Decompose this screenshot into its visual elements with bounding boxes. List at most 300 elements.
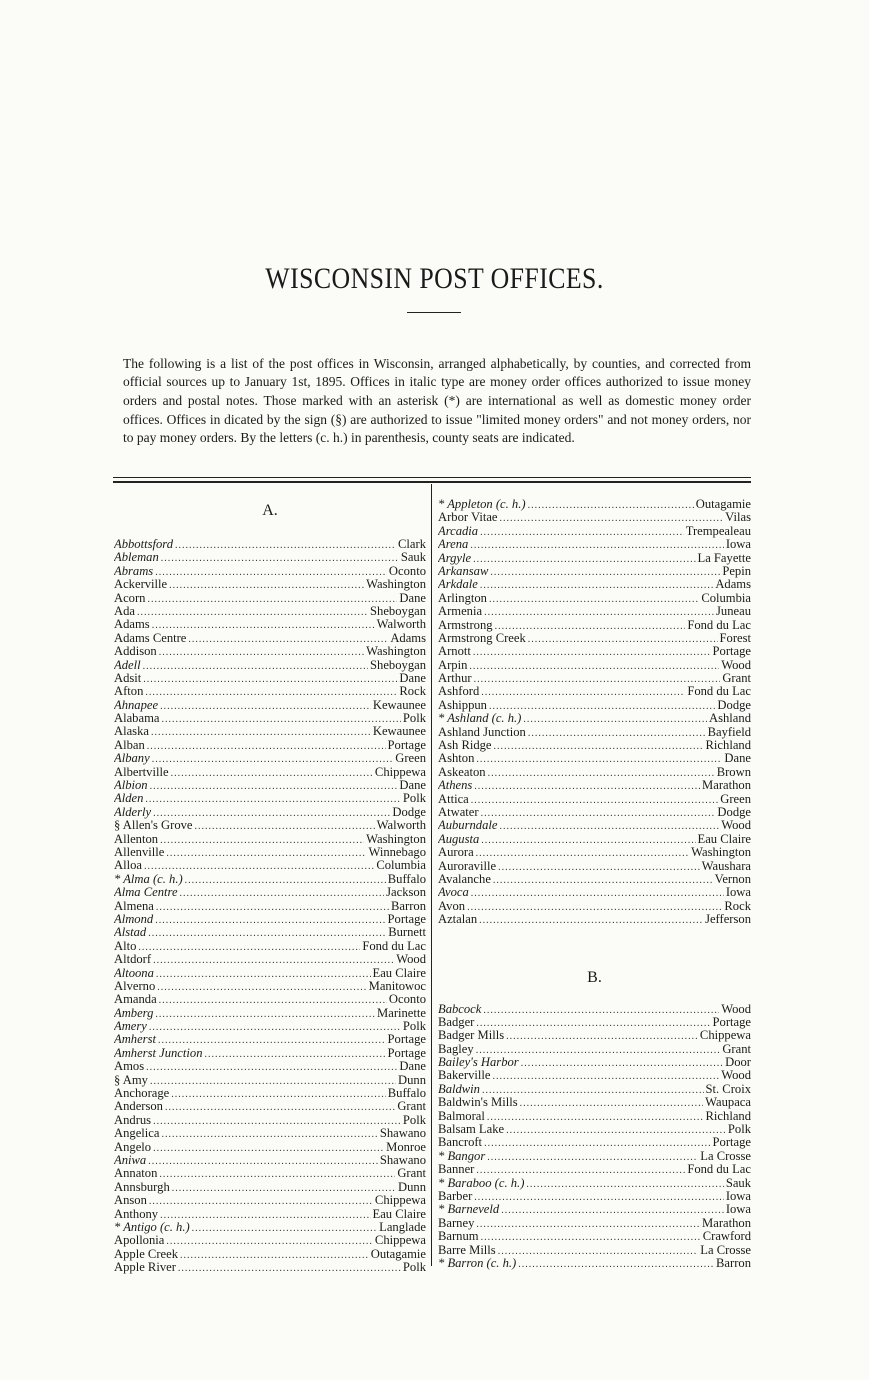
leader-dots xyxy=(481,1231,701,1243)
post-office-entry xyxy=(438,619,751,632)
post-office-name: * Appleton (c. h.) xyxy=(438,498,526,511)
county-name: Fond du Lac xyxy=(687,1163,751,1177)
post-office-name: Arcadia xyxy=(438,524,479,538)
post-office-entry xyxy=(114,1234,426,1247)
county-name: La Crosse xyxy=(700,1149,751,1163)
post-office-entry xyxy=(114,926,426,939)
post-office-name: Adsit xyxy=(114,671,142,685)
post-office-name: Badger Mills xyxy=(438,1029,505,1043)
post-office-entry xyxy=(438,1096,751,1109)
leader-dots xyxy=(476,1164,685,1176)
post-office-name: Barnum xyxy=(438,1230,479,1244)
post-office-name: Adams Centre xyxy=(114,631,187,645)
leader-dots xyxy=(481,686,685,698)
post-office-entry xyxy=(114,1033,426,1046)
leader-dots xyxy=(495,620,686,632)
leader-dots xyxy=(470,539,724,551)
leader-dots xyxy=(483,1004,719,1016)
post-office-entry xyxy=(114,993,426,1006)
post-office-name: Ada xyxy=(114,604,135,618)
post-office-name: Arlington xyxy=(438,591,487,605)
post-office-name: Alderly xyxy=(114,805,152,819)
county-name: Iowa xyxy=(725,538,751,552)
leader-dots xyxy=(489,700,715,712)
leader-dots xyxy=(160,700,371,712)
county-name: Dodge xyxy=(717,698,751,712)
county-name: Columbia xyxy=(701,591,751,605)
leader-dots xyxy=(480,526,684,538)
county-name: Door xyxy=(725,1056,751,1070)
section-letter-b: B. xyxy=(587,968,602,986)
post-office-entry xyxy=(438,1150,751,1163)
post-office-entry xyxy=(438,860,751,873)
post-office-entry xyxy=(438,1056,751,1069)
post-office-entry xyxy=(438,739,751,752)
post-office-name: Alstad xyxy=(114,926,147,940)
county-name: Kewaunee xyxy=(372,725,426,739)
leader-dots xyxy=(161,1128,377,1140)
post-office-name: Atwater xyxy=(438,805,479,819)
leader-dots xyxy=(166,847,366,859)
post-office-name: Aurora xyxy=(438,846,474,860)
county-name: Green xyxy=(395,752,426,766)
post-office-name: Amanda xyxy=(114,993,157,1007)
post-office-name: Aniwa xyxy=(114,1153,147,1167)
leader-dots xyxy=(153,807,390,819)
post-office-name: § Allen's Grove xyxy=(114,819,193,833)
post-office-name: Aztalan xyxy=(438,913,478,927)
county-name: Polk xyxy=(402,1261,426,1275)
post-office-entry xyxy=(114,565,426,578)
county-name: Sauk xyxy=(400,551,426,565)
post-office-name: Babcock xyxy=(438,1002,482,1016)
leader-dots xyxy=(474,1191,724,1203)
leader-dots xyxy=(494,740,704,752)
county-name: Sheboygan xyxy=(370,604,426,618)
post-office-name: Bagley xyxy=(438,1042,474,1056)
post-office-entry xyxy=(114,779,426,792)
leader-dots xyxy=(159,646,364,658)
post-office-entry xyxy=(114,859,426,872)
county-name: Shawano xyxy=(379,1127,426,1141)
county-name: Oconto xyxy=(388,564,426,578)
post-office-name: Ackerville xyxy=(114,578,168,592)
post-office-name: Altdorf xyxy=(114,953,152,967)
leader-dots xyxy=(138,941,360,953)
title-divider xyxy=(407,312,461,313)
leader-dots xyxy=(498,1245,699,1257)
leader-dots xyxy=(499,820,719,832)
leader-dots xyxy=(148,927,386,939)
post-office-name: Albion xyxy=(114,779,148,793)
county-name: Rock xyxy=(724,899,751,913)
post-office-name: Alma Centre xyxy=(114,886,178,900)
post-office-entry xyxy=(114,1154,426,1167)
county-name: Burnett xyxy=(388,926,426,940)
post-office-entry xyxy=(114,1007,426,1020)
post-office-name: Alabama xyxy=(114,712,160,726)
leader-dots xyxy=(473,646,711,658)
leader-dots xyxy=(156,968,371,980)
county-name: Marinette xyxy=(377,1006,426,1020)
leader-dots xyxy=(180,887,385,899)
post-office-entry xyxy=(438,726,751,739)
post-office-entry xyxy=(114,1221,426,1234)
county-name: Forest xyxy=(719,631,751,645)
county-name: Chippewa xyxy=(374,1234,426,1248)
leader-dots xyxy=(153,1115,401,1127)
leader-dots xyxy=(155,1008,375,1020)
post-office-name: Armenia xyxy=(438,605,483,619)
post-office-name: Alto xyxy=(114,939,137,953)
post-office-entry xyxy=(114,1248,426,1261)
county-name: Richland xyxy=(705,1109,751,1123)
county-name: Juneau xyxy=(716,605,751,619)
county-name: Fond du Lac xyxy=(687,618,751,632)
right-column xyxy=(438,498,751,1270)
post-office-name: Adams xyxy=(114,618,150,632)
post-office-entry xyxy=(438,578,751,591)
leader-dots xyxy=(474,673,721,685)
post-office-name: Anson xyxy=(114,1194,147,1208)
post-office-name: Arkansaw xyxy=(438,564,489,578)
post-office-entry xyxy=(438,1136,751,1149)
post-office-entry xyxy=(438,632,751,645)
post-office-name: Amherst Junction xyxy=(114,1046,203,1060)
post-office-entry xyxy=(438,511,751,524)
post-office-name: * Antigo (c. h.) xyxy=(114,1220,190,1234)
post-office-name: Avalanche xyxy=(438,872,491,886)
post-office-entry xyxy=(438,1083,751,1096)
post-office-entry xyxy=(114,846,426,859)
post-office-entry xyxy=(114,1141,426,1154)
post-office-entry xyxy=(114,792,426,805)
leader-dots xyxy=(152,619,375,631)
county-name: Buffalo xyxy=(387,1087,426,1101)
leader-dots xyxy=(159,1168,395,1180)
post-office-entry xyxy=(114,1181,426,1194)
county-name: Ashland xyxy=(709,712,751,726)
county-name: Outagamie xyxy=(370,1247,426,1261)
post-office-entry xyxy=(438,1203,751,1216)
county-name: Rock xyxy=(399,685,426,699)
county-name: Brown xyxy=(716,765,751,779)
county-name: Fond du Lac xyxy=(687,685,751,699)
post-office-entry xyxy=(438,685,751,698)
leader-dots xyxy=(471,794,718,806)
post-office-entry xyxy=(114,1261,426,1274)
post-office-name: Arbor Vitae xyxy=(438,511,498,525)
post-office-entry xyxy=(438,913,751,926)
post-office-name: Armstrong xyxy=(438,618,493,632)
county-name: Walworth xyxy=(376,618,426,632)
post-office-entry xyxy=(438,645,751,658)
post-office-name: Bakerville xyxy=(438,1069,491,1083)
county-name: Chippewa xyxy=(374,765,426,779)
post-office-name: Barre Mills xyxy=(438,1243,496,1257)
leader-dots xyxy=(469,660,719,672)
county-name: Waupaca xyxy=(705,1096,751,1110)
county-name: Marathon xyxy=(702,779,751,793)
leader-dots xyxy=(145,686,397,698)
county-name: Dodge xyxy=(392,805,426,819)
county-name: Portage xyxy=(387,738,426,752)
post-office-name: Banner xyxy=(438,1163,475,1177)
post-office-name: Ash Ridge xyxy=(438,739,492,753)
post-office-entry xyxy=(438,1177,751,1190)
post-office-entry xyxy=(114,605,426,618)
leader-dots xyxy=(153,1142,384,1154)
post-office-name: Annsburgh xyxy=(114,1180,170,1194)
section-letter-a: A. xyxy=(262,502,278,519)
post-office-entry xyxy=(438,846,751,859)
leader-dots xyxy=(146,1061,397,1073)
post-office-name: Amberg xyxy=(114,1006,154,1020)
leader-dots xyxy=(487,1151,698,1163)
post-office-name: Avon xyxy=(438,899,466,913)
post-office-entry xyxy=(438,538,751,551)
leader-dots xyxy=(155,914,385,926)
post-office-entry xyxy=(438,819,751,832)
county-name: Winnebago xyxy=(368,845,426,859)
post-office-name: Alban xyxy=(114,738,145,752)
post-office-name: Baldwin's Mills xyxy=(438,1096,518,1110)
post-office-entry xyxy=(438,1217,751,1230)
post-office-name: Ableman xyxy=(114,551,159,565)
county-name: Outagamie xyxy=(695,498,751,511)
post-office-entry xyxy=(438,766,751,779)
post-office-entry xyxy=(114,739,426,752)
county-name: Eau Claire xyxy=(697,832,751,846)
post-office-name: Anchorage xyxy=(114,1087,170,1101)
post-office-name: * Baraboo (c. h.) xyxy=(438,1176,525,1190)
county-name: Jackson xyxy=(386,886,426,900)
county-name: Wood xyxy=(396,953,426,967)
post-office-entry xyxy=(438,886,751,899)
post-office-name: § Amy xyxy=(114,1073,148,1087)
leader-dots xyxy=(165,1101,395,1113)
leader-dots xyxy=(151,726,371,738)
post-office-entry xyxy=(114,1060,426,1073)
leader-dots xyxy=(484,1137,710,1149)
county-name: Bayfield xyxy=(707,725,751,739)
leader-dots xyxy=(481,807,716,819)
leader-dots xyxy=(157,981,366,993)
leader-dots xyxy=(487,1111,704,1123)
post-office-name: Auburndale xyxy=(438,819,498,833)
county-name: St. Croix xyxy=(705,1082,751,1096)
county-name: Dane xyxy=(399,1060,426,1074)
leader-dots xyxy=(144,860,374,872)
leader-dots xyxy=(161,713,400,725)
post-office-name: Arthur xyxy=(438,672,472,686)
post-office-name: Avoca xyxy=(438,886,469,900)
post-office-entry xyxy=(438,1230,751,1243)
post-office-entry xyxy=(114,712,426,725)
county-name: Monroe xyxy=(386,1140,426,1154)
post-office-entry xyxy=(114,1114,426,1127)
county-name: Chippewa xyxy=(699,1029,751,1043)
county-name: Vilas xyxy=(725,511,751,525)
post-office-entry xyxy=(438,1110,751,1123)
post-office-entry xyxy=(438,833,751,846)
leader-dots xyxy=(476,1218,700,1230)
county-name: Polk xyxy=(402,792,426,806)
post-office-name: Ashland Junction xyxy=(438,725,526,739)
leader-dots xyxy=(518,1258,714,1270)
post-office-name: Barney xyxy=(438,1216,475,1230)
post-office-entry xyxy=(114,1167,426,1180)
post-office-entry xyxy=(114,766,426,779)
post-office-name: Almond xyxy=(114,912,154,926)
leader-dots xyxy=(166,1235,373,1247)
post-office-name: Amos xyxy=(114,1060,145,1074)
leader-dots xyxy=(500,512,724,524)
leader-dots xyxy=(188,633,388,645)
post-office-entry xyxy=(114,645,426,658)
post-office-name: Abbottsford xyxy=(114,538,174,551)
leader-dots xyxy=(180,1249,369,1261)
left-entry-list xyxy=(114,538,426,1274)
post-office-name: Addison xyxy=(114,645,157,659)
post-office-entry xyxy=(114,913,426,926)
post-office-name: Albertville xyxy=(114,765,169,779)
post-office-entry xyxy=(114,672,426,685)
post-office-name: Balmoral xyxy=(438,1109,485,1123)
county-name: Polk xyxy=(727,1123,751,1137)
county-name: Sheboygan xyxy=(370,658,426,672)
county-name: Eau Claire xyxy=(372,1207,426,1221)
post-office-name: Apple River xyxy=(114,1261,176,1275)
county-name: Adams xyxy=(390,631,426,645)
section-rule-thick xyxy=(113,481,751,483)
post-office-name: Amherst xyxy=(114,1033,156,1047)
post-office-entry xyxy=(114,1087,426,1100)
county-name: Grant xyxy=(722,672,751,686)
post-office-name: Angelo xyxy=(114,1140,152,1154)
post-office-entry xyxy=(438,592,751,605)
leader-dots xyxy=(490,566,720,578)
post-office-name: Barber xyxy=(438,1189,473,1203)
post-office-name: Alverno xyxy=(114,979,156,993)
county-name: Washington xyxy=(366,578,426,592)
post-office-entry xyxy=(438,1163,751,1176)
post-office-name: Auroraville xyxy=(438,859,497,873)
county-name: Fond du Lac xyxy=(362,939,426,953)
post-office-name: Armstrong Creek xyxy=(438,631,526,645)
leader-dots xyxy=(479,914,703,926)
county-name: Washington xyxy=(691,846,751,860)
post-office-entry xyxy=(114,632,426,645)
leader-dots xyxy=(480,579,713,591)
column-divider xyxy=(431,484,432,1266)
post-office-entry xyxy=(438,672,751,685)
post-office-entry xyxy=(114,1047,426,1060)
post-office-entry xyxy=(438,1190,751,1203)
county-name: Dodge xyxy=(717,805,751,819)
post-office-entry xyxy=(438,806,751,819)
county-name: Oconto xyxy=(388,993,426,1007)
post-office-name: Ashippun xyxy=(438,698,487,712)
leader-dots xyxy=(149,1021,401,1033)
county-name: Waushara xyxy=(701,859,751,873)
county-name: Dane xyxy=(399,671,426,685)
county-name: Iowa xyxy=(725,1203,751,1217)
county-name: Portage xyxy=(712,1015,751,1029)
right-entry-list-a xyxy=(438,498,751,927)
leader-dots xyxy=(156,901,389,913)
county-name: Clark xyxy=(398,538,426,551)
post-office-entry xyxy=(114,940,426,953)
county-name: Dane xyxy=(399,779,426,793)
post-office-entry xyxy=(438,1043,751,1056)
post-office-entry xyxy=(438,712,751,725)
leader-dots xyxy=(476,847,689,859)
post-office-entry xyxy=(438,1257,751,1270)
county-name: Walworth xyxy=(376,819,426,833)
county-name: Barron xyxy=(716,1256,751,1270)
post-office-entry xyxy=(438,900,751,913)
leader-dots xyxy=(506,1124,726,1136)
post-office-entry xyxy=(438,873,751,886)
post-office-entry xyxy=(114,967,426,980)
post-office-name: Ashford xyxy=(438,685,480,699)
county-name: Grant xyxy=(397,1167,426,1181)
county-name: Portage xyxy=(712,645,751,659)
county-name: Grant xyxy=(722,1042,751,1056)
leader-dots xyxy=(147,740,386,752)
leader-dots xyxy=(476,1017,710,1029)
post-office-name: * Bangor xyxy=(438,1149,486,1163)
leader-dots xyxy=(152,753,394,765)
left-column xyxy=(114,500,426,1274)
county-name: Langlade xyxy=(379,1220,426,1234)
post-office-entry xyxy=(114,833,426,846)
leader-dots xyxy=(172,1182,396,1194)
county-name: La Crosse xyxy=(700,1243,751,1257)
post-office-entry xyxy=(114,980,426,993)
leader-dots xyxy=(150,780,398,792)
leader-dots xyxy=(528,633,718,645)
post-office-name: Augusta xyxy=(438,832,480,846)
post-office-entry xyxy=(114,618,426,631)
post-office-name: Anderson xyxy=(114,1100,163,1114)
post-office-entry xyxy=(114,538,426,551)
county-name: Dunn xyxy=(398,1180,426,1194)
post-office-name: Balsam Lake xyxy=(438,1123,505,1137)
leader-dots xyxy=(143,660,368,672)
county-name: Barron xyxy=(391,899,426,913)
leader-dots xyxy=(474,780,700,792)
leader-dots xyxy=(493,874,713,886)
leader-dots xyxy=(488,767,715,779)
leader-dots xyxy=(467,901,722,913)
post-office-name: * Ashland (c. h.) xyxy=(438,712,522,726)
leader-dots xyxy=(159,994,387,1006)
post-office-entry xyxy=(114,551,426,564)
post-office-name: Arkdale xyxy=(438,578,478,592)
post-office-entry xyxy=(114,806,426,819)
leader-dots xyxy=(195,820,375,832)
post-office-entry xyxy=(114,592,426,605)
leader-dots xyxy=(520,1097,704,1109)
county-name: Wood xyxy=(721,658,751,672)
post-office-entry xyxy=(438,525,751,538)
post-office-name: Ashton xyxy=(438,752,475,766)
leader-dots xyxy=(160,1209,370,1221)
post-office-name: Afton xyxy=(114,685,144,699)
right-entry-list-b xyxy=(438,1003,751,1271)
